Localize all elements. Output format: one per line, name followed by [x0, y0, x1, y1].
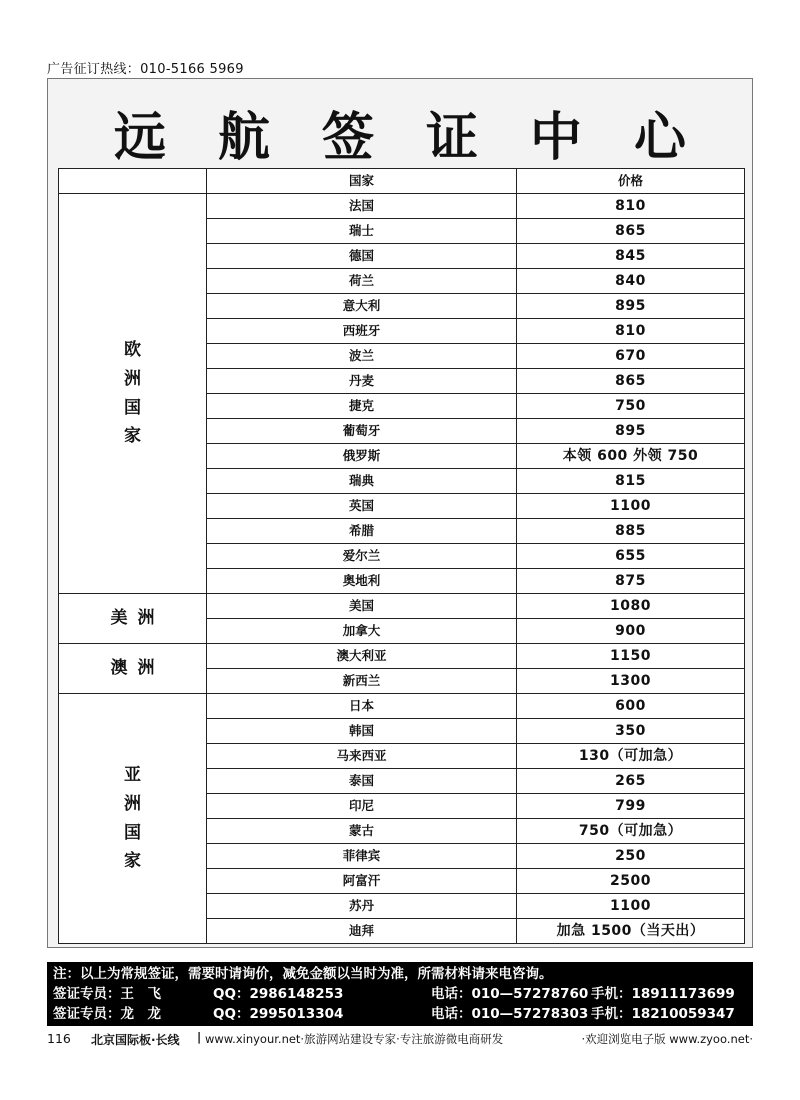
- region-cell: 美洲: [59, 594, 207, 644]
- page-title: 远航签证中心: [113, 108, 738, 168]
- price-cell: 350: [517, 719, 745, 744]
- country-cell: 菲律宾: [207, 844, 517, 869]
- header-region: [59, 169, 207, 194]
- country-cell: 德国: [207, 244, 517, 269]
- country-cell: 希腊: [207, 519, 517, 544]
- country-cell: 新西兰: [207, 669, 517, 694]
- table-row: [59, 194, 745, 219]
- price-cell: 加急 1500（当天出）: [517, 919, 745, 944]
- country-cell: 英国: [207, 494, 517, 519]
- price-cell: 250: [517, 844, 745, 869]
- price-cell: 1100: [517, 494, 745, 519]
- price-cell: 130（可加急）: [517, 744, 745, 769]
- price-cell: 750（可加急）: [517, 819, 745, 844]
- contact-row: [53, 984, 747, 1004]
- price-cell: 2500: [517, 869, 745, 894]
- country-cell: 蒙古: [207, 819, 517, 844]
- country-cell: 葡萄牙: [207, 419, 517, 444]
- price-cell: 810: [517, 194, 745, 219]
- country-cell: 美国: [207, 594, 517, 619]
- price-cell: 865: [517, 219, 745, 244]
- price-cell: 885: [517, 519, 745, 544]
- country-cell: 爱尔兰: [207, 544, 517, 569]
- price-cell: 1100: [517, 894, 745, 919]
- price-cell: 1300: [517, 669, 745, 694]
- country-cell: 马来西亚: [207, 744, 517, 769]
- region-cell: 欧 洲 国 家: [59, 194, 207, 594]
- price-cell: 600: [517, 694, 745, 719]
- page-number: 116: [47, 1031, 71, 1046]
- country-cell: 西班牙: [207, 319, 517, 344]
- price-cell: 799: [517, 794, 745, 819]
- notice-text: 注：以上为常规签证，需要时请询价，减免金额以当时为准，所需材料请来电咨询。: [53, 966, 553, 982]
- country-cell: 泰国: [207, 769, 517, 794]
- header-country: 国家: [207, 169, 517, 194]
- country-cell: 加拿大: [207, 619, 517, 644]
- country-cell: 奥地利: [207, 569, 517, 594]
- price-cell: 815: [517, 469, 745, 494]
- price-cell: 1080: [517, 594, 745, 619]
- header-price: 价格: [517, 169, 745, 194]
- price-cell: 875: [517, 569, 745, 594]
- price-cell: 895: [517, 419, 745, 444]
- country-cell: 俄罗斯: [207, 444, 517, 469]
- contact-phone: 电话：010—57278760: [431, 986, 589, 1002]
- contact-name: 签证专员：龙 龙: [53, 1006, 161, 1022]
- price-cell: 895: [517, 294, 745, 319]
- footer-separator: |: [197, 1030, 202, 1044]
- country-cell: 意大利: [207, 294, 517, 319]
- price-cell: 900: [517, 619, 745, 644]
- price-cell: 750: [517, 394, 745, 419]
- country-cell: 苏丹: [207, 894, 517, 919]
- country-cell: 丹麦: [207, 369, 517, 394]
- region-cell: 亚 洲 国 家: [59, 694, 207, 944]
- price-cell: 865: [517, 369, 745, 394]
- country-cell: 捷克: [207, 394, 517, 419]
- country-cell: 澳大利亚: [207, 644, 517, 669]
- table-header-row: [59, 169, 745, 194]
- price-cell: 810: [517, 319, 745, 344]
- price-cell: 655: [517, 544, 745, 569]
- footer-site-link[interactable]: www.xinyour.net·旅游网站建设专家·专注旅游微电商研发: [205, 1032, 504, 1046]
- price-cell: 265: [517, 769, 745, 794]
- country-cell: 迪拜: [207, 919, 517, 944]
- country-cell: 瑞典: [207, 469, 517, 494]
- country-cell: 瑞士: [207, 219, 517, 244]
- contact-qq: QQ：2986148253: [213, 986, 344, 1002]
- price-cell: 本领 600 外领 750: [517, 444, 745, 469]
- country-cell: 阿富汗: [207, 869, 517, 894]
- contact-row: [53, 1004, 747, 1024]
- country-cell: 法国: [207, 194, 517, 219]
- price-cell: 840: [517, 269, 745, 294]
- table-row: [59, 644, 745, 669]
- visa-price-table: [58, 168, 745, 944]
- price-cell: 670: [517, 344, 745, 369]
- ad-hotline: 广告征订热线：010-5166 5969: [47, 62, 244, 77]
- table-row: [59, 694, 745, 719]
- price-cell: 1150: [517, 644, 745, 669]
- contact-mobile: 手机：18911173699: [591, 986, 735, 1002]
- region-cell: 澳洲: [59, 644, 207, 694]
- contact-phone: 电话：010—57278303: [431, 1006, 589, 1022]
- notice-bar: [47, 962, 753, 1026]
- price-cell: 845: [517, 244, 745, 269]
- country-cell: 印尼: [207, 794, 517, 819]
- country-cell: 荷兰: [207, 269, 517, 294]
- publication-name: 北京国际板·长线: [91, 1033, 180, 1047]
- footer-ebook-link[interactable]: ·欢迎浏览电子版 www.zyoo.net·: [581, 1032, 753, 1046]
- country-cell: 日本: [207, 694, 517, 719]
- contact-name: 签证专员：王 飞: [53, 986, 161, 1002]
- country-cell: 韩国: [207, 719, 517, 744]
- contact-qq: QQ：2995013304: [213, 1006, 344, 1022]
- country-cell: 波兰: [207, 344, 517, 369]
- table-row: [59, 594, 745, 619]
- contact-mobile: 手机：18210059347: [591, 1006, 735, 1022]
